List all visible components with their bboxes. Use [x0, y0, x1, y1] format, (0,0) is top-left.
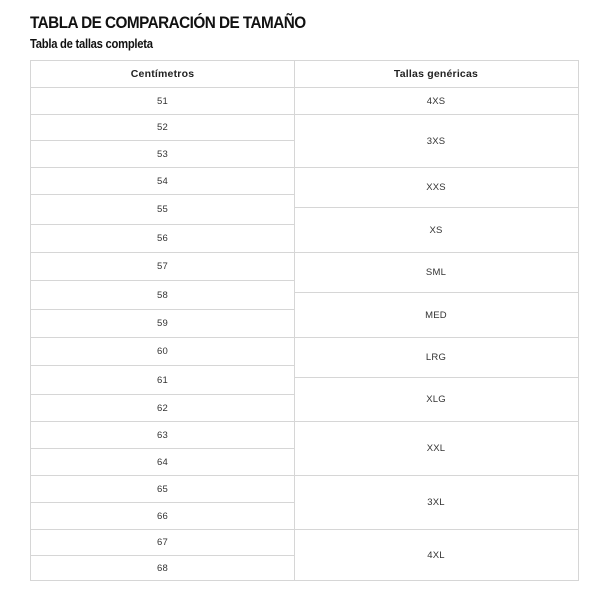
cm-cell: 53 — [31, 141, 294, 168]
size-cell: SML — [294, 253, 578, 293]
cm-cell: 63 — [31, 422, 294, 449]
generic-sizes-column — [294, 61, 578, 580]
cm-cell: 58 — [31, 281, 294, 310]
size-comparison-table — [30, 60, 579, 581]
header-generic-sizes: Tallas genéricas — [294, 61, 578, 88]
cm-cell: 56 — [31, 225, 294, 253]
cm-cell: 52 — [31, 115, 294, 141]
size-cell: 3XS — [294, 115, 578, 168]
size-cell: XS — [294, 208, 578, 253]
cm-cell: 68 — [157, 562, 168, 574]
size-cell: 3XL — [294, 476, 578, 530]
cm-cell: 61 — [31, 366, 294, 395]
page-title: TABLA DE COMPARACIÓN DE TAMAÑO — [30, 13, 306, 32]
cm-cell: 64 — [31, 449, 294, 476]
size-cell: XXS — [294, 168, 578, 208]
cm-cell: 67 — [31, 530, 294, 556]
cm-cell: 59 — [31, 310, 294, 338]
cm-cell: 66 — [31, 503, 294, 530]
size-cell: LRG — [294, 338, 578, 378]
cm-cell: 54 — [31, 168, 294, 195]
centimeters-column — [31, 61, 295, 580]
cm-cell: 51 — [31, 88, 294, 115]
cm-cell: 55 — [31, 195, 294, 225]
page-subtitle: Tabla de tallas completa — [30, 37, 153, 51]
cm-cell: 60 — [31, 338, 294, 366]
cm-cell: 65 — [31, 476, 294, 503]
size-cell: XXL — [294, 422, 578, 476]
size-cell: XLG — [294, 378, 578, 422]
cm-cell: 57 — [31, 253, 294, 281]
size-cell: 4XL — [427, 549, 445, 561]
size-cell: 4XS — [294, 88, 578, 115]
header-centimeters: Centímetros — [31, 61, 294, 88]
cm-cell: 62 — [31, 395, 294, 422]
size-cell: MED — [294, 293, 578, 338]
